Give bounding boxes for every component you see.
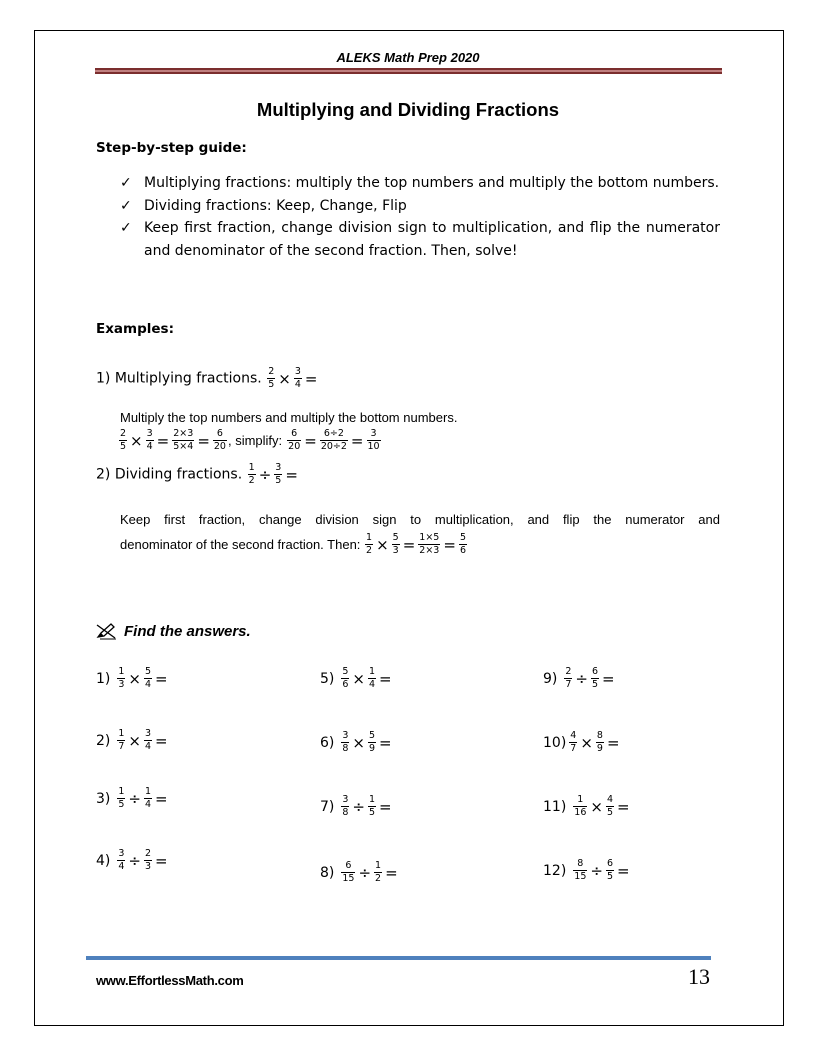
example-2-line: [96, 462, 300, 487]
equals-sign: =: [155, 851, 168, 870]
fraction: $\frac{1}{2}$: [366, 532, 373, 556]
page-number: 13: [688, 964, 710, 989]
equals-sign: =: [617, 797, 630, 816]
equals-sign: =: [443, 535, 456, 554]
fraction: $\frac{2}{5}$: [120, 428, 127, 452]
simplify-label: , simplify:: [227, 433, 283, 448]
fraction: $\frac{1}{16}$: [574, 794, 587, 818]
fraction: $\frac{3}{4}$: [145, 728, 152, 752]
footer-rule: [86, 956, 711, 960]
equals-sign: =: [155, 789, 168, 808]
fraction: $\frac{5}{9}$: [369, 730, 376, 754]
equals-sign: =: [602, 669, 615, 688]
header-rule: [95, 68, 722, 74]
fraction: $\frac{2}{5}$: [268, 366, 275, 390]
fraction: $\frac{2}{7}$: [565, 666, 572, 690]
operator: ÷: [128, 789, 141, 808]
fraction: $\frac{1}{5}$: [369, 794, 376, 818]
operator: ×: [128, 669, 141, 688]
fraction: $\frac{4}{5}$: [606, 794, 613, 818]
operator: ×: [128, 731, 141, 750]
operator: ÷: [575, 669, 588, 688]
equals-sign: =: [402, 535, 416, 554]
equals-sign: =: [379, 669, 392, 688]
operator: ÷: [358, 863, 372, 882]
fraction: $\frac{6}{20}$: [213, 428, 226, 452]
guide-list: [120, 172, 720, 262]
problem-10: 10) $\frac{4}{7}$ × $\frac{8}{9}$ =: [543, 730, 620, 754]
guide-item-text: Multiplying fractions: multiply the top numbers and multiply the bottom numbers.: [144, 175, 720, 191]
exercises-heading-text: Find the answers.: [124, 623, 251, 640]
fraction: $\frac{8}{15}$: [574, 858, 587, 882]
checkmark-icon: ✓: [120, 175, 132, 191]
fraction: $\frac{1}{4}$: [369, 666, 376, 690]
equals-sign: =: [385, 863, 398, 882]
equals-sign: =: [285, 465, 298, 484]
operator: ×: [352, 669, 365, 688]
fraction: $\frac{3}{8}$: [342, 730, 349, 754]
fraction: $\frac{5}{6}$: [459, 532, 466, 556]
fraction: $\frac{2}{3}$: [145, 848, 152, 872]
problem-9: 9) $\frac{2}{7}$ ÷ $\frac{6}{5}$ =: [543, 666, 615, 690]
fraction: $\frac{1}{2}$: [375, 860, 382, 884]
operator: ÷: [590, 861, 603, 880]
guide-heading: Step-by-step guide:: [96, 140, 247, 156]
fraction: $\frac{6}{5}$: [592, 666, 599, 690]
fraction: $\frac{1}{5}$: [118, 786, 125, 810]
equals-sign: =: [617, 861, 630, 880]
example-2-label: 2) Dividing fractions.: [96, 466, 243, 483]
guide-item: [120, 172, 720, 195]
fraction: $\frac{3}{4}$: [294, 366, 301, 390]
equals-sign: =: [350, 431, 364, 450]
pencil-icon: [96, 622, 118, 640]
problem-5: 5) $\frac{5}{6}$ × $\frac{1}{4}$ =: [320, 666, 392, 690]
operator: ÷: [352, 797, 365, 816]
equals-sign: =: [155, 669, 168, 688]
fraction: $\frac{3}{4}$: [118, 848, 125, 872]
operator: ×: [376, 535, 389, 554]
fraction: $\frac{3}{8}$: [342, 794, 349, 818]
example-2-work: [120, 532, 468, 557]
fraction: $\frac{1}{7}$: [118, 728, 125, 752]
operator: ÷: [258, 465, 272, 484]
fraction: $\frac{8}{9}$: [596, 730, 603, 754]
fraction: $\frac{5}{6}$: [342, 666, 349, 690]
fraction: $\frac{4}{7}$: [570, 730, 577, 754]
problem-11: 11) $\frac{1}{16}$ × $\frac{4}{5}$ =: [543, 794, 630, 818]
operator: ×: [130, 431, 143, 450]
fraction: $\frac{6\div 2}{20\div 2}$: [320, 428, 347, 452]
fraction: $\frac{3}{10}$: [367, 428, 380, 452]
example-1-label: 1) Multiplying fractions.: [96, 370, 262, 387]
problem-4: 4) $\frac{3}{4}$ ÷ $\frac{2}{3}$ =: [96, 848, 168, 872]
fraction: $\frac{5}{3}$: [392, 532, 399, 556]
problem-3: 3) $\frac{1}{5}$ ÷ $\frac{1}{4}$ =: [96, 786, 168, 810]
fraction: $\frac{1}{3}$: [118, 666, 125, 690]
equals-sign: =: [379, 733, 392, 752]
example-2-explanation: Keep first fraction, change division sign to multiplication, and flip the numerator and: [120, 512, 720, 527]
equals-sign: =: [304, 369, 318, 388]
problem-8: 8) $\frac{6}{15}$ ÷ $\frac{1}{2}$ =: [320, 860, 398, 884]
fraction: $\frac{3}{5}$: [275, 462, 282, 486]
operator: ×: [352, 733, 365, 752]
fraction: $\frac{1}{2}$: [248, 462, 255, 486]
operator: ×: [590, 797, 603, 816]
exercises-heading: [96, 622, 251, 640]
fraction: $\frac{6}{5}$: [606, 858, 613, 882]
checkmark-icon: ✓: [120, 197, 132, 214]
fraction: $\frac{6}{20}$: [288, 428, 301, 452]
problem-6: 6) $\frac{3}{8}$ × $\frac{5}{9}$ =: [320, 730, 392, 754]
example-1-work: [118, 428, 382, 453]
page-title: Multiplying and Dividing Fractions: [256, 99, 560, 120]
problem-7: 7) $\frac{3}{8}$ ÷ $\frac{1}{5}$ =: [320, 794, 392, 818]
fraction: $\frac{3}{4}$: [146, 428, 153, 452]
example-1-line: [96, 366, 319, 391]
equals-sign: =: [379, 797, 392, 816]
equals-sign: =: [304, 431, 317, 450]
guide-item-text: Keep first fraction, change division sign to multiplication, and flip the numerator and denominator of the second fraction. Then, solve!: [144, 220, 720, 259]
example-2-explanation-end: denominator of the second fraction. Then:: [120, 537, 361, 552]
guide-item-text: Dividing fractions: Keep, Change, Flip: [144, 197, 407, 214]
equals-sign: =: [606, 733, 620, 752]
header-title: ALEKS Math Prep 2020: [336, 50, 480, 65]
fraction: $\frac{5}{4}$: [145, 666, 152, 690]
equals-sign: =: [197, 431, 210, 450]
problem-12: 12) $\frac{8}{15}$ ÷ $\frac{6}{5}$ =: [543, 858, 630, 882]
guide-item: [120, 217, 720, 262]
example-1-explanation: Multiply the top numbers and multiply the bottom numbers.: [120, 410, 458, 425]
guide-item: [120, 195, 720, 218]
operator: ×: [580, 733, 593, 752]
equals-sign: =: [156, 431, 170, 450]
fraction: $\frac{2\times 3}{5\times 4}$: [173, 428, 194, 452]
problem-2: 2) $\frac{1}{7}$ × $\frac{3}{4}$ =: [96, 728, 168, 752]
fraction: $\frac{6}{15}$: [342, 860, 355, 884]
operator: ÷: [128, 851, 141, 870]
equals-sign: =: [155, 731, 168, 750]
examples-heading: Examples:: [96, 321, 174, 337]
checkmark-icon: ✓: [120, 220, 132, 236]
fraction: $\frac{1\times 5}{2\times 3}$: [419, 532, 440, 556]
operator: ×: [278, 369, 291, 388]
fraction: $\frac{1}{4}$: [145, 786, 152, 810]
problem-1: 1) $\frac{1}{3}$ × $\frac{5}{4}$ =: [96, 666, 168, 690]
footer-url[interactable]: www.EffortlessMath.com: [96, 973, 244, 988]
